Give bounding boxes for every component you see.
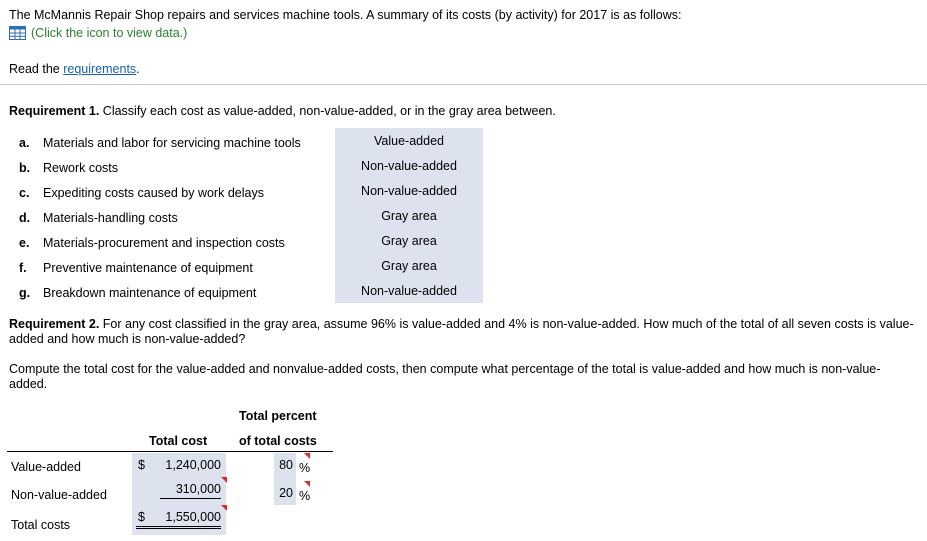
non-value-added-cost-input[interactable]: 310,000: [175, 482, 221, 496]
header-total-percent: Total percent: [239, 409, 317, 423]
item-label: Breakdown maintenance of equipment: [43, 286, 257, 300]
cost-item-d: [19, 211, 178, 225]
answer-dropdown-e[interactable]: Gray area: [381, 234, 437, 248]
row-label-total-costs: Total costs: [11, 518, 71, 532]
table-grid-icon[interactable]: [9, 26, 26, 40]
currency-sign: $: [138, 510, 145, 524]
total-rule-1: [136, 526, 221, 527]
item-letter: e.: [19, 236, 30, 250]
cost-item-b: [19, 161, 118, 175]
percent-sign: %: [299, 461, 311, 475]
value-added-pct-input[interactable]: 80: [279, 458, 293, 472]
read-prefix: Read the: [9, 62, 64, 76]
answer-dropdown-g[interactable]: Non-value-added: [361, 284, 457, 298]
cost-item-c: [19, 186, 264, 200]
answer-dropdown-f[interactable]: Gray area: [381, 259, 437, 273]
item-label: Expediting costs caused by work delays: [43, 186, 264, 200]
requirement-2-heading: Requirement 2.: [9, 317, 100, 331]
requirement-1: [9, 104, 556, 118]
subtotal-rule: [160, 498, 221, 499]
compute-instructions: Compute the total cost for the value-added and nonvalue-added costs, then compute what percentage of the total is value-added and how much is non-value-added.: [9, 362, 881, 391]
item-label: Preventive maintenance of equipment: [43, 261, 253, 275]
item-letter: d.: [19, 211, 31, 225]
cost-item-f: [19, 261, 253, 275]
header-total-cost: Total cost: [149, 434, 208, 448]
answer-flag-icon: [221, 477, 227, 483]
total-rule-2: [136, 528, 221, 529]
row-label-non-value-added: Non-value-added: [11, 488, 107, 502]
answer-flag-icon: [304, 481, 310, 487]
item-letter: b.: [19, 161, 31, 175]
answer-dropdown-d[interactable]: Gray area: [381, 209, 437, 223]
answer-dropdown-c[interactable]: Non-value-added: [361, 184, 457, 198]
answer-dropdown-b[interactable]: Non-value-added: [361, 159, 457, 173]
requirement-1-text: Classify each cost as value-added, non-value-added, or in the gray area between.: [99, 104, 556, 118]
view-data-text[interactable]: (Click the icon to view data.): [31, 26, 188, 40]
cost-item-g: [19, 286, 256, 300]
percent-sign: %: [299, 489, 311, 503]
item-label: Materials-procurement and inspection costs: [43, 236, 285, 250]
requirements-link[interactable]: requirements: [63, 62, 137, 76]
cost-item-a: [19, 136, 301, 150]
value-added-cost-input[interactable]: 1,240,000: [165, 458, 221, 472]
non-value-added-pct-input[interactable]: 20: [279, 486, 293, 500]
requirement-2: [9, 317, 919, 347]
answer-dropdown-a[interactable]: Value-added: [374, 134, 444, 148]
answer-flag-icon: [221, 505, 227, 511]
answer-flag-icon: [304, 453, 310, 459]
header-of-total-costs: of total costs: [239, 434, 317, 448]
requirement-1-heading: Requirement 1.: [9, 104, 100, 118]
item-label: Materials and labor for servicing machine tools: [43, 136, 301, 150]
item-letter: c.: [19, 186, 30, 200]
item-letter: g.: [19, 286, 31, 300]
requirement-2-text: For any cost classified in the gray area, assume 96% is value-added and 4% is non-value-added. How much of the total of all seven costs is value-added and how much is non-value-added?: [9, 317, 914, 346]
item-letter: f.: [19, 261, 27, 275]
read-requirements: [9, 62, 140, 76]
currency-sign: $: [138, 458, 145, 472]
intro-text: The McMannis Repair Shop repairs and services machine tools. A summary of its costs (by activity) for 2017 is as follows:: [9, 8, 682, 22]
item-label: Rework costs: [43, 161, 119, 175]
cost-item-e: [19, 236, 285, 250]
item-letter: a.: [19, 136, 30, 150]
section-divider: [0, 84, 927, 85]
view-data-link[interactable]: [9, 26, 187, 40]
header-rule: [7, 451, 333, 452]
total-cost-input[interactable]: 1,550,000: [165, 510, 221, 524]
row-label-value-added: Value-added: [11, 460, 81, 474]
item-label: Materials-handling costs: [43, 211, 178, 225]
read-suffix: .: [136, 62, 140, 76]
